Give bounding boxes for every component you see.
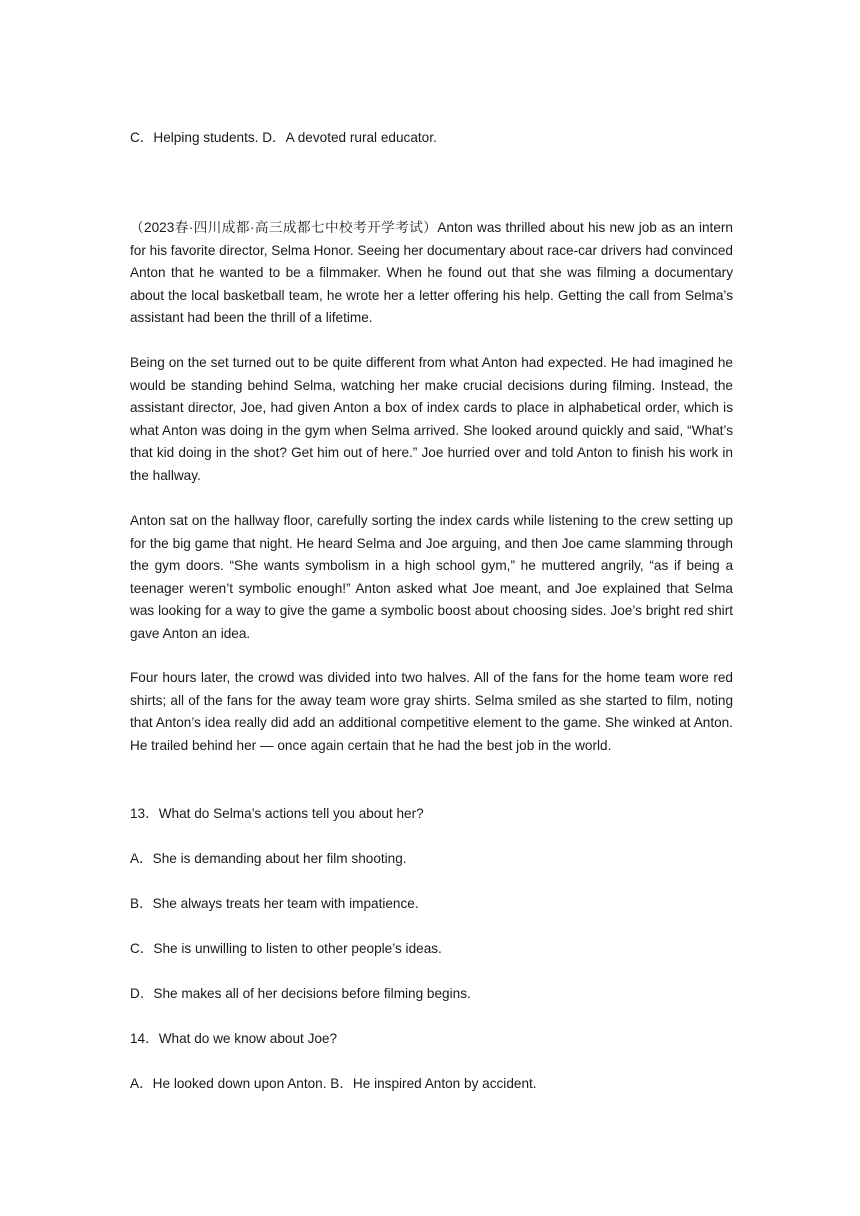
question-13-stem: 13．What do Selma’s actions tell you about her? bbox=[130, 806, 424, 821]
question-14-stem: 14．What do we know about Joe? bbox=[130, 1031, 338, 1046]
passage-paragraph-1 bbox=[130, 217, 733, 330]
passage-source: （2023春·四川成都·高三成都七中校考开学考试） bbox=[130, 220, 438, 235]
previous-question-options: C．Helping students. D．A devoted rural educator. bbox=[130, 130, 437, 145]
passage-paragraph-4: Four hours later, the crowd was divided into two halves. All of the fans for the home team wore red shirts; all of the fans for the away team wore gray shirts. Selma smiled as she started to film, noting that Anton’s idea really did add an additional competitive element to the game. She winked at Anton. He trailed behind her — once again certain that he had the best job in the world. bbox=[130, 670, 733, 753]
question-13-option-c: C．She is unwilling to listen to other people’s ideas. bbox=[130, 941, 442, 956]
question-13-option-a: A．She is demanding about her film shooting. bbox=[130, 851, 407, 866]
passage-paragraph-3: Anton sat on the hallway floor, carefully sorting the index cards while listening to the crew setting up for the big game that night. He heard Selma and Joe arguing, and then Joe came slamming through the gym doors. “She wants symbolism in a high school gym,” he muttered angrily, “as if being a teenager weren’t symbolic enough!” Anton asked what Joe meant, and Joe explained that Selma was looking for a way to give the game a symbolic boost about choosing sides. Joe’s bright red shirt gave Anton an idea. bbox=[130, 513, 733, 641]
question-13-option-b: B．She always treats her team with impatience. bbox=[130, 896, 419, 911]
question-14-options-ab: A．He looked down upon Anton. B．He inspired Anton by accident. bbox=[130, 1076, 537, 1091]
passage-paragraph-1-text: Anton was thrilled about his new job as an intern for his favorite director, Selma Honor. Seeing her documentary about race-car drivers had convinced Anton that he wanted to be a filmmaker. When he found out that she was filming a documentary about the local basketball team, he wrote her a letter offering his help. Getting the call from Selma’s assistant had been the thrill of a lifetime. bbox=[130, 220, 733, 326]
question-13-option-d: D．She makes all of her decisions before filming begins. bbox=[130, 986, 471, 1001]
passage-paragraph-2: Being on the set turned out to be quite different from what Anton had expected. He had imagined he would be standing behind Selma, watching her make crucial decisions during filming. Instead, the assistant director, Joe, had given Anton a box of index cards to place in alphabetical order, which is what Anton was doing in the gym when Selma arrived. She looked around quickly and said, “What’s that kid doing in the shot? Get him out of here.” Joe hurried over and told Anton to finish his work in the hallway. bbox=[130, 355, 733, 483]
